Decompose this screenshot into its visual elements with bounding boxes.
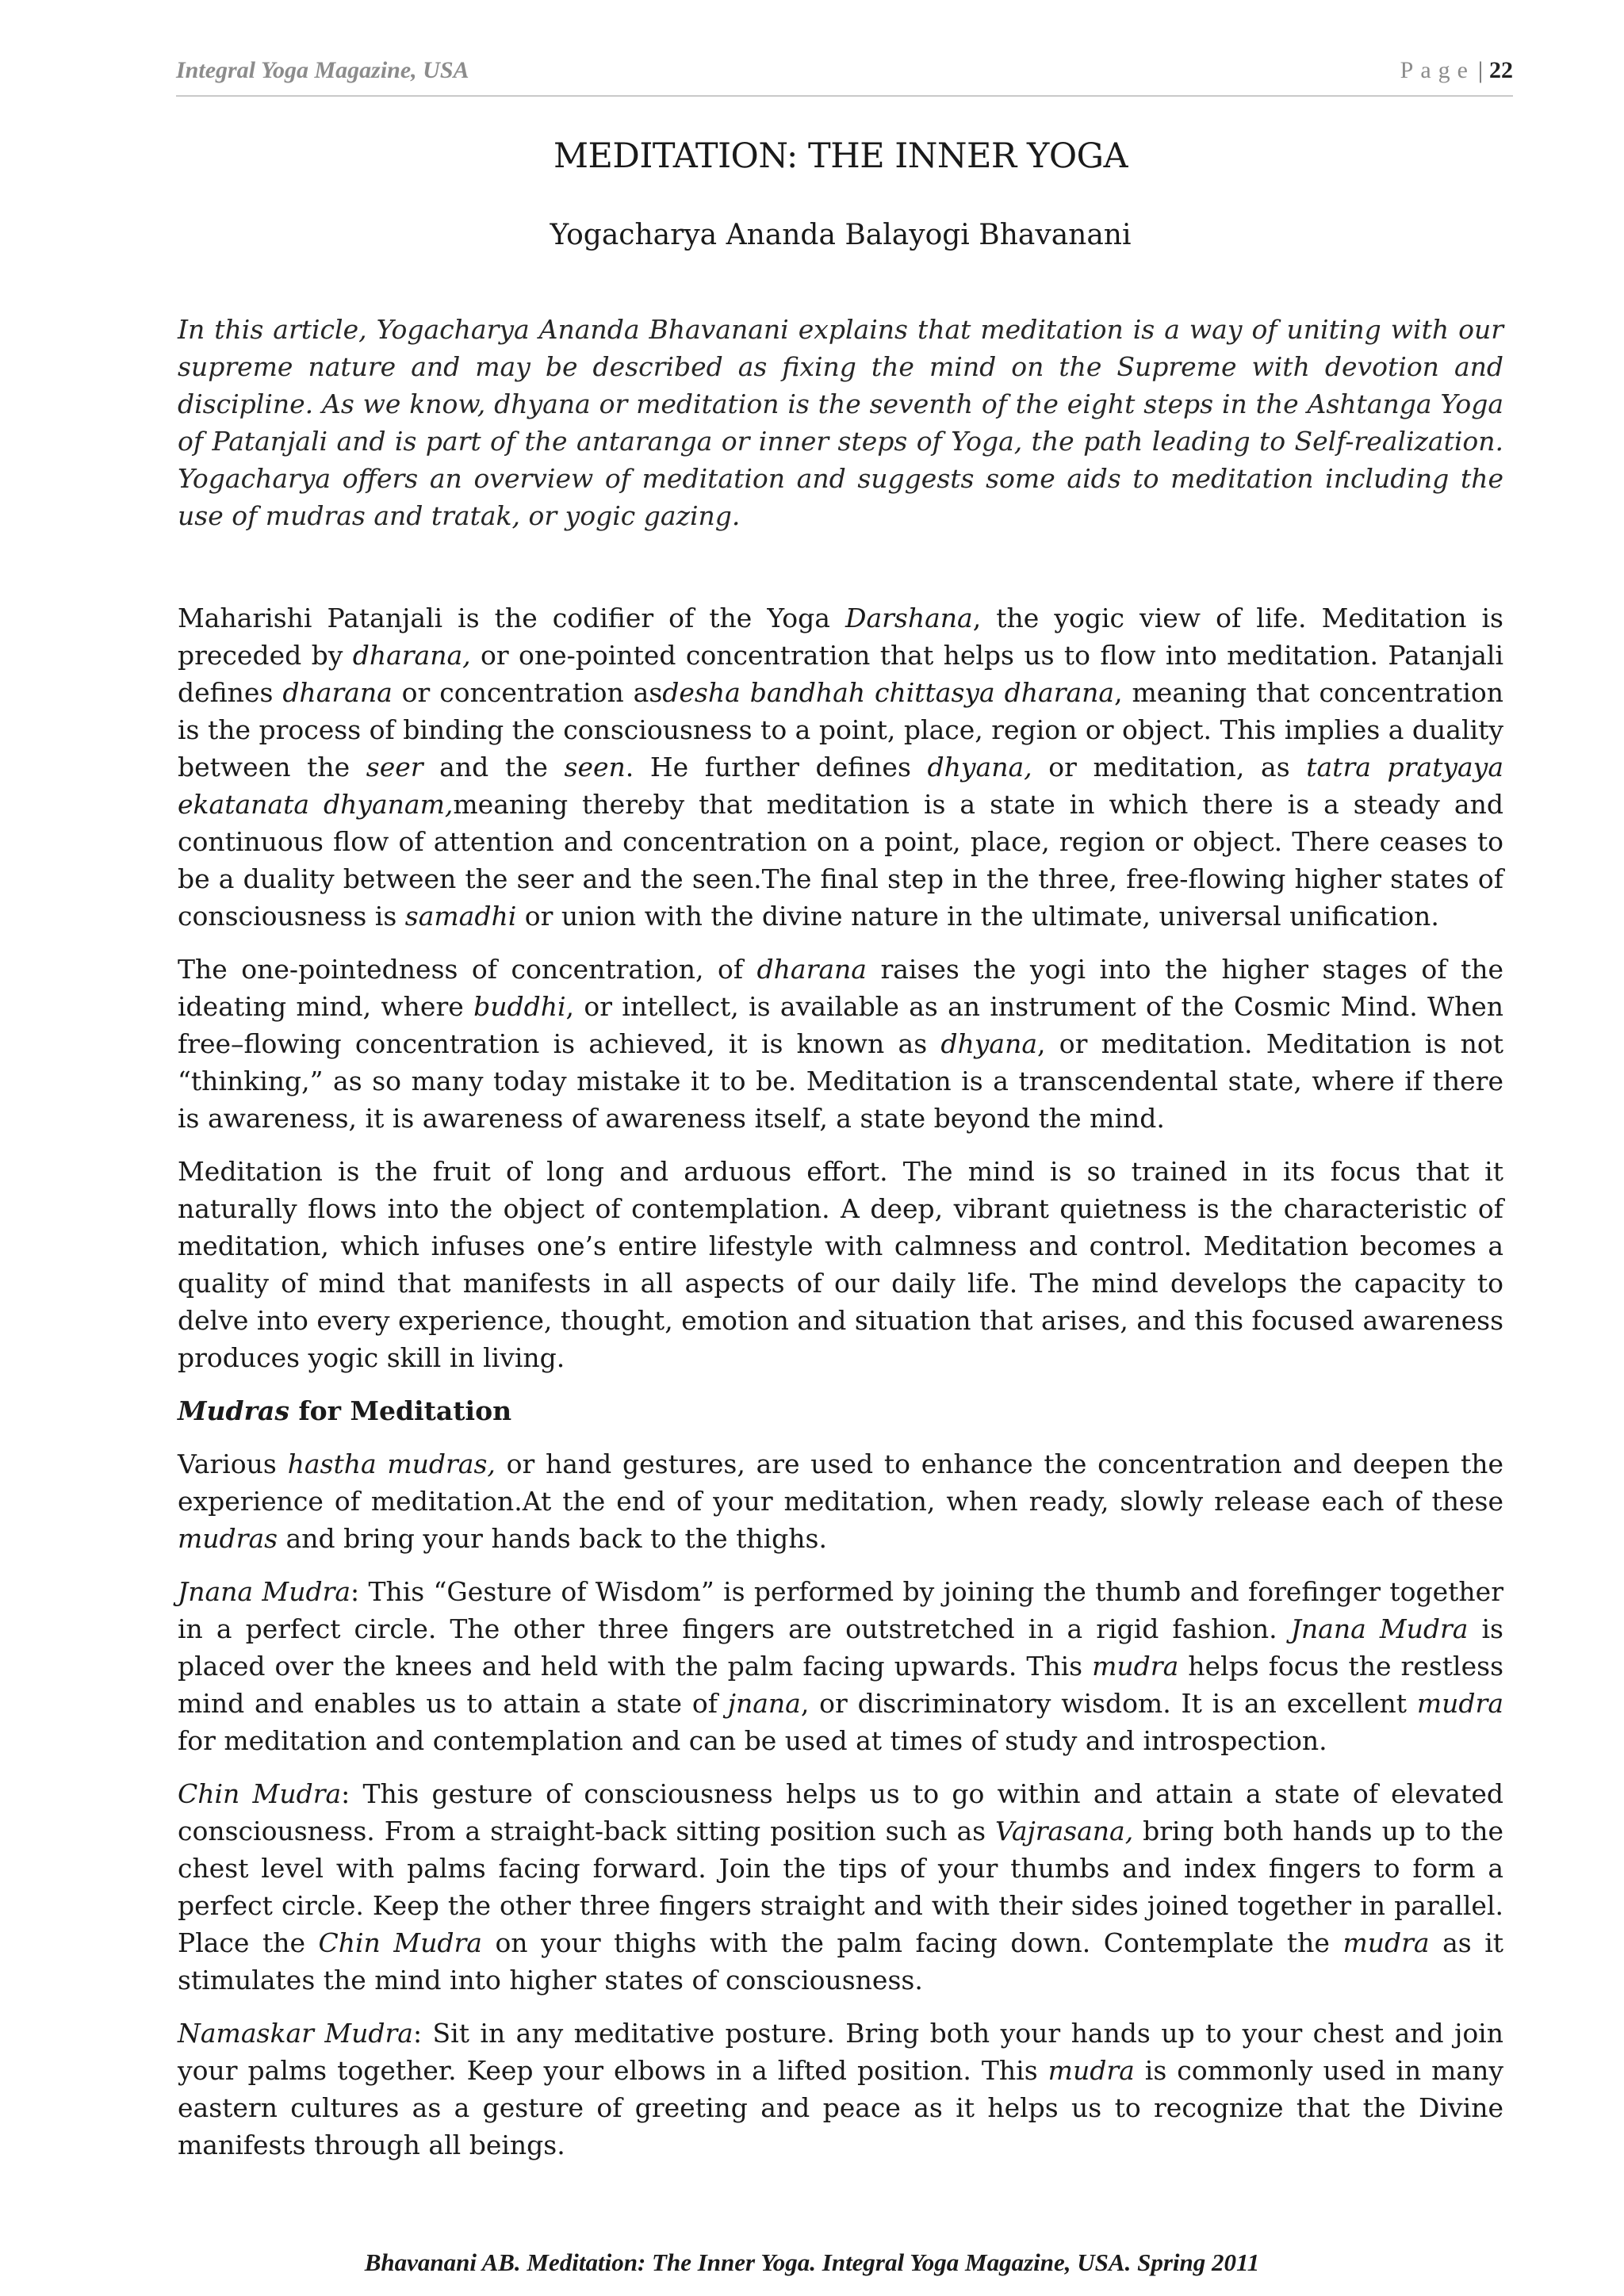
article-body [178, 599, 1503, 2179]
page-separator: | [1477, 57, 1483, 83]
publication-name: Integral Yoga Magazine, USA [176, 57, 469, 83]
paragraph-1: Maharishi Patanjali is the codifier of the Yoga Darshana, the yogic view of life. Meditation is preceded by dharana, or one-pointed concentration that helps us to flow into meditation. Patanjali defines dharana or concentration asdesha bandhah chittasya dharana, meaning that concentration is the process of binding the consciousness to a point, place, region or object. This implies a duality between the seer and the seen. He further defines dhyana, or meditation, as tatra pratyaya ekatanata dhyanam,meaning thereby that meditation is a state in which there is a steady and continuous flow of attention and concentration on a point, place, region or object. There ceases to be a duality between the seer and the seen.The final step in the three, free-flowing higher states of consciousness is samadhi or union with the divine nature in the ultimate, universal unification. [178, 603, 1503, 932]
section-heading-mudras: Mudras for Meditation [178, 1395, 512, 1426]
paragraph-4: Various hastha mudras, or hand gestures, are used to enhance the concentration and deepen the experience of meditation.At the end of your meditation, when ready, slowly release each of these mudras and bring your hands back to the thighs. [178, 1448, 1504, 1554]
page-number: 22 [1489, 57, 1513, 83]
page-label: Page [1400, 57, 1475, 83]
paragraph-2: The one-pointedness of concentration, of dharana raises the yogi into the higher stages of the ideating mind, where buddhi, or intellect, is available as an instrument of the Cosmic Mind. When free–flowing concentration is achieved, it is known as dhyana, or meditation. Meditation is not “thinking,” as so many today mistake it to be. Meditation is a transcendental state, where if there is awareness, it is awareness of awareness itself, a state beyond the mind. [178, 954, 1504, 1134]
article-abstract: In this article, Yogacharya Ananda Bhavanani explains that meditation is a way of uniting with our supreme nature and may be described as fixing the mind on the Supreme with devotion and discipline. As we know, dhyana or meditation is the seventh of the eight steps in the Ashtanga Yoga of Patanjali and is part of the antaranga or inner steps of Yoga, the path leading to Self-realization. Yogacharya offers an overview of meditation and suggests some aids to meditation including the use of mudras and tratak, or yogic gazing. [178, 314, 1503, 531]
running-header [176, 57, 1513, 97]
page-indicator [1400, 57, 1513, 84]
citation-footer: Bhavanani AB. Meditation: The Inner Yoga. Integral Yoga Magazine, USA. Spring 2011 [364, 2248, 1260, 2276]
paragraph-chin-mudra: Chin Mudra: This gesture of consciousness helps us to go within and attain a state of elevated consciousness. From a straight-back sitting position such as Vajrasana, bring both hands up to the chest level with palms facing forward. Join the tips of your thumbs and index fingers to form a perfect circle. Keep the other three fingers straight and with their sides joined together in parallel. Place the Chin Mudra on your thighs with the palm facing down. Contemplate the mudra as it stimulates the mind into higher states of consciousness. [178, 1778, 1504, 1996]
article-author: Yogacharya Ananda Balayogi Bhavanani [550, 219, 1132, 251]
paragraph-3: Meditation is the fruit of long and arduous effort. The mind is so trained in its focus that it naturally flows into the object of contemplation. A deep, vibrant quietness is the characteristic of meditation, which infuses one’s entire lifestyle with calmness and control. Meditation becomes a quality of mind that manifests in all aspects of our daily life. The mind develops the capacity to delve into every experience, thought, emotion and situation that arises, and this focused awareness produces yogic skill in living. [178, 1156, 1503, 1373]
paragraph-namaskar-mudra: Namaskar Mudra: Sit in any meditative posture. Bring both your hands up to your chest and join your palms together. Keep your elbows in a lifted position. This mudra is commonly used in many eastern cultures as a gesture of greeting and peace as it helps us to recognize that the Divine manifests through all beings. [178, 2018, 1504, 2160]
paragraph-jnana-mudra: Jnana Mudra: This “Gesture of Wisdom” is performed by joining the thumb and forefinger together in a perfect circle. The other three fingers are outstretched in a rigid fashion. Jnana Mudra is placed over the knees and held with the palm facing upwards. This mudra helps focus the restless mind and enables us to attain a state of jnana, or discriminatory wisdom. It is an excellent mudra for meditation and contemplation and can be used at times of study and introspection. [178, 1576, 1504, 1756]
article-title: MEDITATION: THE INNER YOGA [553, 136, 1128, 176]
